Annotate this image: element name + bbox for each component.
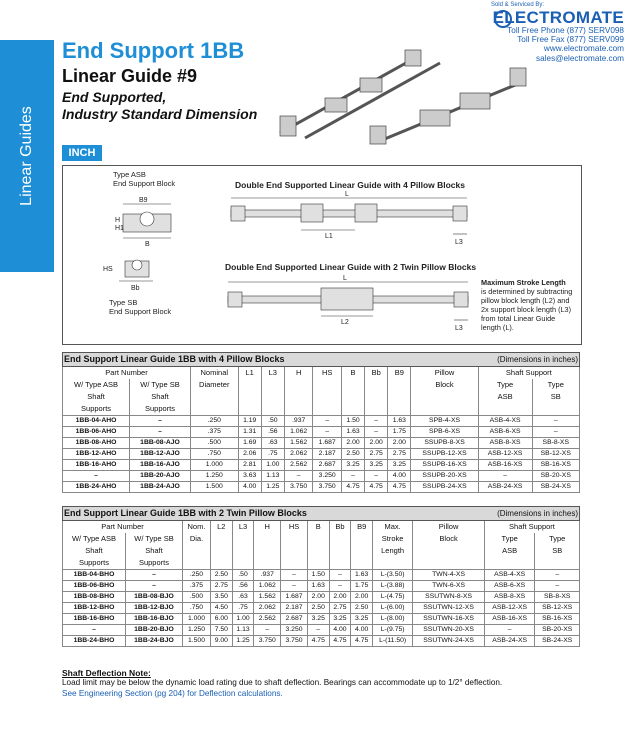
table-cell: 3.50 [210, 592, 232, 603]
table-cell: 1.69 [238, 438, 261, 449]
dim-l1: L1 [325, 233, 333, 240]
table-cell: 2.687 [313, 460, 342, 471]
table2-title-cell [63, 507, 580, 521]
table-row [63, 614, 580, 625]
table-cell: 3.750 [313, 482, 342, 493]
col2-length: Length [373, 545, 413, 557]
col2-part-number: Part Number [63, 521, 183, 534]
col-type-sb: Type [532, 379, 579, 391]
col-type-asb: Type [478, 379, 532, 391]
col-part-number: Part Number [63, 367, 191, 380]
table1-title: End Support Linear Guide 1BB with 4 Pillow Blocks [64, 354, 285, 364]
table-cell: ASB-4-XS [478, 416, 532, 427]
table-cell: 4.00 [238, 482, 261, 493]
table-cell: SSUPB-16-XS [411, 460, 478, 471]
table-cell: 2.562 [254, 614, 281, 625]
table-row [63, 449, 580, 460]
table-cell: 1.00 [261, 460, 284, 471]
table-cell: SSUTWN-20-XS [413, 625, 485, 636]
table-cell: 4.00 [329, 625, 351, 636]
table-cell: .75 [261, 449, 284, 460]
table-cell: .50 [232, 570, 254, 581]
table-row [63, 482, 580, 493]
table-cell: 1BB-08-BHO [63, 592, 126, 603]
table-cell: 2.81 [238, 460, 261, 471]
table-cell: SSUTWN-16-XS [413, 614, 485, 625]
table-cell: 1.63 [307, 581, 329, 592]
table-cell: 4.75 [329, 636, 351, 647]
table-cell: – [130, 427, 191, 438]
dim-l: L [345, 191, 349, 198]
table-cell: – [365, 416, 388, 427]
table-cell: 1.687 [313, 438, 342, 449]
table-cell: – [125, 570, 182, 581]
table-cell: 1.63 [341, 427, 364, 438]
asb-label: Type ASB End Support Block [113, 170, 176, 188]
table-cell: L-(6.00) [373, 603, 413, 614]
dim-l2: L2 [341, 319, 349, 326]
table-cell: .750 [190, 449, 238, 460]
table-cell: SB-24-XS [535, 636, 580, 647]
col-shaft-support: Shaft Support [478, 367, 579, 380]
table-cell: .937 [284, 416, 313, 427]
side-tab-label: Linear Guides [18, 106, 35, 206]
dim-bb: Bb [131, 285, 140, 292]
col-supports-asb: Supports [63, 403, 130, 416]
table-cell: ASB-8-XS [484, 592, 535, 603]
table1-dims-note: (Dimensions in inches) [497, 355, 578, 364]
toll-free-fax: Toll Free Fax (877) SERV099 [517, 35, 624, 45]
table-cell: – [535, 581, 580, 592]
col-sb: W/ Type SB [130, 379, 191, 391]
table-cell: – [307, 625, 329, 636]
table-cell: 1.75 [388, 427, 411, 438]
col2-type-asb: Type [484, 533, 535, 545]
unit-badge: INCH [62, 145, 102, 161]
table-cell: 1BB-06-AHO [63, 427, 130, 438]
table-row [63, 471, 580, 482]
table-cell: 2.00 [365, 438, 388, 449]
table-cell: 1.63 [388, 416, 411, 427]
table-cell: SSUTWN-24-XS [413, 636, 485, 647]
col2-stroke: Stroke [373, 533, 413, 545]
col2-nom: Nom. [183, 521, 211, 534]
table-cell: 1.687 [281, 592, 308, 603]
table-cell: 3.25 [365, 460, 388, 471]
table-cell: 2.062 [284, 449, 313, 460]
table-cell: 3.750 [254, 636, 281, 647]
table2-title: End Support Linear Guide 1BB with 2 Twin Pillow Blocks [64, 508, 307, 518]
col-b9: B9 [388, 367, 411, 380]
col2-pillow: Pillow [413, 521, 485, 534]
dim-l3-bottom: L3 [455, 325, 463, 332]
table-cell: 4.50 [210, 603, 232, 614]
table-cell: 2.75 [210, 581, 232, 592]
table-cell: SB-12-XS [532, 449, 579, 460]
table-cell: 2.062 [254, 603, 281, 614]
table-cell: SSUPB-24-XS [411, 482, 478, 493]
table-cell: 1BB-20-BJO [125, 625, 182, 636]
table-cell: – [365, 471, 388, 482]
col2-supports-sb: Supports [125, 557, 182, 570]
table-cell: 2.75 [388, 449, 411, 460]
table-cell: 1BB-16-AJO [130, 460, 191, 471]
page-description-line2: Industry Standard Dimension [62, 106, 258, 122]
table-cell: 2.50 [307, 603, 329, 614]
table-cell: 1.50 [307, 570, 329, 581]
table-cell: ASB-24-XS [484, 636, 535, 647]
col2-type-sb: Type [535, 533, 580, 545]
table-cell: – [478, 471, 532, 482]
col2-hs: HS [281, 521, 308, 534]
table-cell: 2.187 [313, 449, 342, 460]
dimension-diagram [62, 165, 582, 345]
table-cell: 3.25 [307, 614, 329, 625]
table-cell: 2.50 [351, 603, 373, 614]
table-cell: 7.50 [210, 625, 232, 636]
table-cell: – [254, 625, 281, 636]
twin-pillow-table [62, 506, 580, 647]
table-cell: ASB-12-XS [478, 449, 532, 460]
col-supports-sb: Supports [130, 403, 191, 416]
table-cell: 2.06 [238, 449, 261, 460]
col2-max: Max. [373, 521, 413, 534]
table-cell: SB-20-XS [532, 471, 579, 482]
table-row [63, 592, 580, 603]
table-cell: 1BB-12-BHO [63, 603, 126, 614]
col-h: H [284, 367, 313, 380]
table-cell: .750 [183, 603, 211, 614]
table-cell: – [341, 471, 364, 482]
col2-shaft-asb: Shaft [63, 545, 126, 557]
table-cell: .937 [254, 570, 281, 581]
table-cell: – [329, 570, 351, 581]
table-cell: – [535, 570, 580, 581]
table-cell: TWN-4-XS [413, 570, 485, 581]
table-cell: 2.00 [329, 592, 351, 603]
table-cell: ASB-6-XS [484, 581, 535, 592]
table-cell: ASB-8-XS [478, 438, 532, 449]
table-cell: 1.13 [232, 625, 254, 636]
table-cell: .500 [190, 438, 238, 449]
table-cell: 1.19 [238, 416, 261, 427]
table1-body [63, 416, 580, 493]
page-title: End Support 1BB [62, 38, 245, 63]
logo-name: ELECTROMATE [492, 8, 624, 27]
table-cell: 2.75 [329, 603, 351, 614]
table-cell: 1.75 [351, 581, 373, 592]
table-cell: 3.25 [329, 614, 351, 625]
col2-sb: W/ Type SB [125, 533, 182, 545]
table-cell: 1.25 [232, 636, 254, 647]
table-cell: ASB-12-XS [484, 603, 535, 614]
col-nominal: Nominal [190, 367, 238, 380]
table-cell: 1BB-20-AJO [130, 471, 191, 482]
table-cell: 1.500 [190, 482, 238, 493]
table-cell: 1.562 [254, 592, 281, 603]
table-cell: 1.250 [190, 471, 238, 482]
toll-free-phone: Toll Free Phone (877) SERV098 [507, 26, 624, 35]
table-row [63, 427, 580, 438]
table-cell: TWN-6-XS [413, 581, 485, 592]
table-cell: .56 [232, 581, 254, 592]
stroke-note-title: Maximum Stroke Length [481, 278, 566, 287]
col-l3: L3 [261, 367, 284, 380]
deflection-note-text: Load limit may be below the dynamic load rating due to shaft deflection. Bearings can accommodate up to 1/2° deflection. [62, 678, 503, 687]
table-cell: SSUTWN-12-XS [413, 603, 485, 614]
table-cell: 4.75 [307, 636, 329, 647]
table-cell: 4.00 [388, 471, 411, 482]
table-cell: 1BB-24-AJO [130, 482, 191, 493]
dim-l3-top: L3 [455, 239, 463, 246]
table-cell: 1BB-16-BHO [63, 614, 126, 625]
table-cell: 3.750 [284, 482, 313, 493]
table-cell: .250 [190, 416, 238, 427]
table-row [63, 581, 580, 592]
table-cell: 1BB-08-AJO [130, 438, 191, 449]
table-cell: 1.63 [351, 570, 373, 581]
table-row [63, 570, 580, 581]
col-asb-short: ASB [478, 391, 532, 403]
table-cell: 4.00 [351, 625, 373, 636]
table-cell: 2.50 [341, 449, 364, 460]
col2-asb: W/ Type ASB [63, 533, 126, 545]
table-cell: 1BB-24-BHO [63, 636, 126, 647]
table-cell: 3.250 [281, 625, 308, 636]
table-cell: 1BB-24-BJO [125, 636, 182, 647]
table-cell: SB-8-XS [535, 592, 580, 603]
table-cell: 2.00 [388, 438, 411, 449]
table2-body [63, 570, 580, 647]
dim-l-bottom: L [343, 275, 347, 282]
table2-dims-note: (Dimensions in inches) [497, 509, 578, 518]
table-cell: ASB-16-XS [484, 614, 535, 625]
table-cell: L-(9.75) [373, 625, 413, 636]
table-cell: SB-20-XS [535, 625, 580, 636]
side-tab [0, 40, 54, 272]
table-cell: 1BB-04-AHO [63, 416, 130, 427]
table-cell: 4.75 [388, 482, 411, 493]
table-cell: 3.25 [388, 460, 411, 471]
table-cell: SSUPB-12-XS [411, 449, 478, 460]
table-cell: L-(3.50) [373, 570, 413, 581]
twin-pillow-diagram-title: Double End Supported Linear Guide with 2 Twin Pillow Blocks [225, 262, 477, 272]
col2-asb-short: ASB [484, 545, 535, 557]
col2-shaft-support: Shaft Support [484, 521, 579, 534]
table-cell: 2.00 [341, 438, 364, 449]
page-description-line1: End Supported, [62, 89, 167, 105]
page-subtitle: Linear Guide #9 [62, 66, 198, 86]
table-cell: 3.250 [313, 471, 342, 482]
table-cell: – [313, 416, 342, 427]
table-cell: .56 [261, 427, 284, 438]
col2-supports-asb: Supports [63, 557, 126, 570]
col2-b9: B9 [351, 521, 373, 534]
table-cell: 1BB-06-BHO [63, 581, 126, 592]
table-cell: 3.25 [341, 460, 364, 471]
table-cell: 6.00 [210, 614, 232, 625]
product-illustration [275, 38, 545, 148]
table-cell: 1BB-12-AHO [63, 449, 130, 460]
table-cell: 9.00 [210, 636, 232, 647]
table-cell: .63 [232, 592, 254, 603]
table-cell: L-(3.88) [373, 581, 413, 592]
table-cell: 1.31 [238, 427, 261, 438]
table-cell: SB-16-XS [532, 460, 579, 471]
table-row [63, 625, 580, 636]
table-cell: – [281, 570, 308, 581]
table-cell: L-(11.50) [373, 636, 413, 647]
table-cell: 2.75 [365, 449, 388, 460]
dim-b: B [145, 241, 150, 248]
col-b: B [341, 367, 364, 380]
table-row [63, 460, 580, 471]
table-cell: 2.00 [351, 592, 373, 603]
table-cell: – [484, 625, 535, 636]
table-cell: SSUTWN-8-XS [413, 592, 485, 603]
deflection-note-title: Shaft Deflection Note: [62, 668, 151, 678]
table-cell: SPB-6-XS [411, 427, 478, 438]
table-cell: – [532, 427, 579, 438]
dim-h: H [115, 217, 121, 224]
table-cell: 4.75 [351, 636, 373, 647]
table-cell: .375 [183, 581, 211, 592]
table-cell: SSUPB-8-XS [411, 438, 478, 449]
col-sb-short: SB [532, 391, 579, 403]
table-cell: 2.187 [281, 603, 308, 614]
dim-h1: H1 [115, 225, 124, 232]
four-pillow-table [62, 352, 580, 493]
table-cell: – [281, 581, 308, 592]
table-cell: – [125, 581, 182, 592]
table-cell: – [329, 581, 351, 592]
table-cell: 1.500 [183, 636, 211, 647]
table-cell: 1BB-08-AHO [63, 438, 130, 449]
table-cell: – [532, 416, 579, 427]
table-cell: .50 [261, 416, 284, 427]
table-cell: – [130, 416, 191, 427]
col-shaft-asb: Shaft [63, 391, 130, 403]
table-cell: 1BB-12-AJO [130, 449, 191, 460]
table-cell: 1BB-08-BJO [125, 592, 182, 603]
table-cell: 2.50 [210, 570, 232, 581]
table-cell: .63 [261, 438, 284, 449]
col-block: Block [411, 379, 478, 391]
table-cell: .250 [183, 570, 211, 581]
table-cell: 4.75 [341, 482, 364, 493]
table-cell: L-(4.75) [373, 592, 413, 603]
col-diameter: Diameter [190, 379, 238, 391]
stroke-note-text: is determined by subtracting pillow block length (L2) and 2x support block length (L3) from total Linear Guide length (L). [481, 287, 573, 332]
table-row [63, 416, 580, 427]
col2-bb: Bb [329, 521, 351, 534]
col-pillow: Pillow [411, 367, 478, 380]
table1-title-cell [63, 353, 580, 367]
table-cell: 3.750 [281, 636, 308, 647]
table-cell: 1BB-16-BJO [125, 614, 182, 625]
table-cell: 1.50 [341, 416, 364, 427]
table-cell: – [284, 471, 313, 482]
col2-b: B [307, 521, 329, 534]
dim-b9: B9 [139, 197, 148, 204]
table-cell: 1.000 [190, 460, 238, 471]
table-cell: ASB-24-XS [478, 482, 532, 493]
col2-shaft-sb: Shaft [125, 545, 182, 557]
table-cell: .500 [183, 592, 211, 603]
col-hs: HS [313, 367, 342, 380]
table-cell: .75 [232, 603, 254, 614]
col2-dia: Dia. [183, 533, 211, 545]
email-link[interactable]: sales@electromate.com [536, 53, 624, 63]
table-cell: 1BB-12-BJO [125, 603, 182, 614]
table-cell: 1.250 [183, 625, 211, 636]
table-cell: – [365, 427, 388, 438]
col-asb: W/ Type ASB [63, 379, 130, 391]
table-cell: 1.562 [284, 438, 313, 449]
col-shaft-sb: Shaft [130, 391, 191, 403]
table-cell: SB-16-XS [535, 614, 580, 625]
table-cell: 1.13 [261, 471, 284, 482]
col-l1: L1 [238, 367, 261, 380]
table-cell: 1BB-04-BHO [63, 570, 126, 581]
sb-label: Type SB End Support Block [109, 298, 172, 316]
table-cell: SPB-4-XS [411, 416, 478, 427]
col-bb: Bb [365, 367, 388, 380]
table-cell: ASB-16-XS [478, 460, 532, 471]
table-cell: 4.75 [365, 482, 388, 493]
website-link[interactable]: www.electromate.com [543, 44, 624, 54]
table-cell: 1.000 [183, 614, 211, 625]
table-cell: 1.062 [284, 427, 313, 438]
table-cell: – [313, 427, 342, 438]
table-row [63, 603, 580, 614]
col2-h: H [254, 521, 281, 534]
table-cell: .375 [190, 427, 238, 438]
table-cell: L-(8.00) [373, 614, 413, 625]
table-cell: 2.00 [307, 592, 329, 603]
table-cell: 1.00 [232, 614, 254, 625]
table-cell: – [63, 471, 130, 482]
engineering-section-link[interactable]: See Engineering Section (pg 204) for Deflection calculations. [62, 689, 283, 698]
table-row [63, 636, 580, 647]
col2-l3: L3 [232, 521, 254, 534]
table-cell: SB-24-XS [532, 482, 579, 493]
table-cell: 3.63 [238, 471, 261, 482]
four-pillow-diagram-title: Double End Supported Linear Guide with 4 Pillow Blocks [235, 180, 465, 190]
table-cell: ASB-4-XS [484, 570, 535, 581]
dim-hs: HS [103, 266, 113, 273]
col2-block: Block [413, 533, 485, 545]
table-cell: – [63, 625, 126, 636]
table-row [63, 438, 580, 449]
table-cell: SSUPB-20-XS [411, 471, 478, 482]
table-cell: 1BB-16-AHO [63, 460, 130, 471]
col2-l2: L2 [210, 521, 232, 534]
table-cell: 3.25 [351, 614, 373, 625]
col2-sb-short: SB [535, 545, 580, 557]
table-cell: 2.562 [284, 460, 313, 471]
table-cell: SB-8-XS [532, 438, 579, 449]
table-cell: SB-12-XS [535, 603, 580, 614]
table-cell: 1.25 [261, 482, 284, 493]
table-cell: 2.687 [281, 614, 308, 625]
table-cell: 1.062 [254, 581, 281, 592]
table-cell: 1BB-24-AHO [63, 482, 130, 493]
dimension-drawings [63, 166, 581, 344]
table-cell: ASB-6-XS [478, 427, 532, 438]
sold-by-text: Sold & Serviced By: [490, 2, 544, 8]
